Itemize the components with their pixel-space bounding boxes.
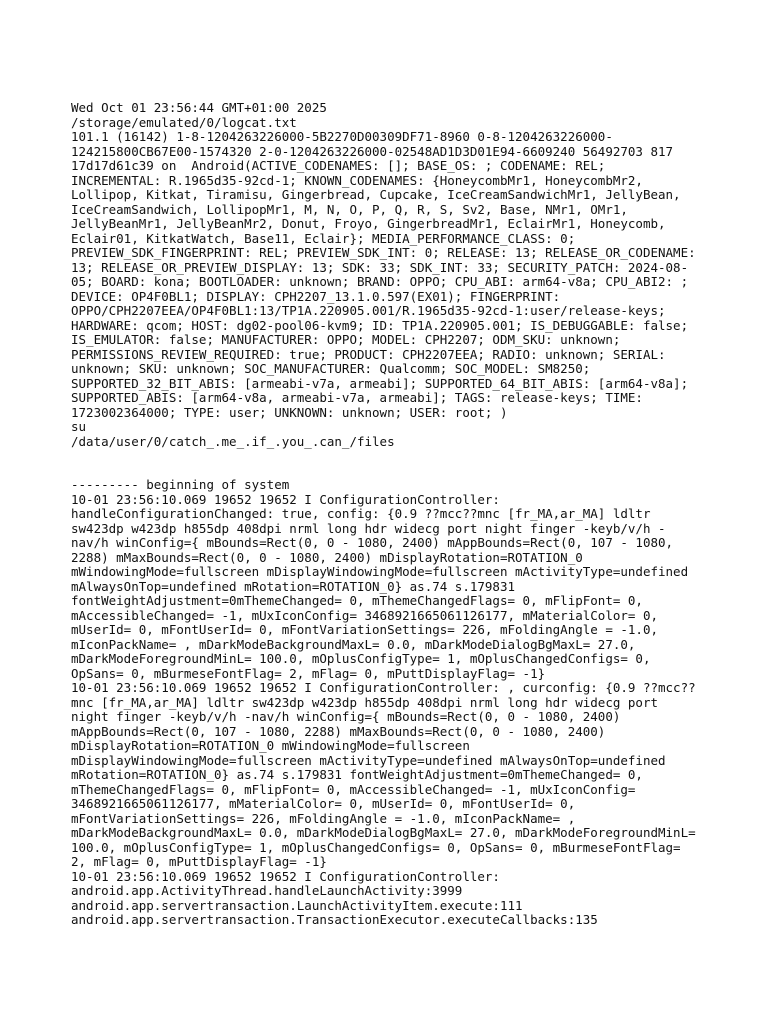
text-line: 10-01 23:56:10.069 19652 19652 I ConfigurationController: , curconfig: {0.9 ??mcc??: [71, 680, 696, 695]
text-line: mRotation=ROTATION_0} as.74 s.179831 fontWeightAdjustment=0mThemeChanged= 0,: [71, 767, 643, 782]
text-line: handleConfigurationChanged: true, config: {0.9 ??mcc??mnc [fr_MA,ar_MA] ldltr: [71, 506, 651, 521]
text-line: DEVICE: OP4F0BL1; DISPLAY: CPH2207_13.1.0.597(EX01); FINGERPRINT:: [71, 288, 561, 304]
text-line: mAccessibleChanged= -1, mUxIconConfig= 3468921665061126177, mMaterialColor= 0,: [71, 607, 658, 623]
logcat-document: [71, 101, 711, 928]
text-line: PREVIEW_SDK_FINGERPRINT: REL; PREVIEW_SDK_INT: 0; RELEASE: 13; RELEASE_OR_CODENAME:: [71, 245, 696, 260]
text-line: android.app.ActivityThread.handleLaunchActivity:3999: [71, 883, 463, 898]
text-line: mFontVariationSettings= 226, mFoldingAngle = -1.0, mIconPackName= ,: [71, 810, 576, 826]
text-line: 2, mFlag= 0, mPuttDisplayFlag= -1}: [71, 854, 327, 869]
text-line: Wed Oct 01 23:56:44 GMT+01:00 2025: [71, 100, 327, 115]
text-line: 10-01 23:56:10.069 19652 19652 I ConfigurationController:: [71, 868, 500, 884]
text-line: mUserId= 0, mFontUserId= 0, mFontVariationSettings= 226, mFoldingAngle = -1.0,: [71, 622, 658, 637]
text-line: sw423dp w423dp h855dp 408dpi nrml long hdr widecg port night finger -keyb/v/h -: [71, 520, 666, 536]
text-line: SUPPORTED_32_BIT_ABIS: [armeabi-v7a, armeabi]; SUPPORTED_64_BIT_ABIS: [arm64-v8a];: [71, 375, 689, 391]
text-line: mDisplayRotation=ROTATION_0 mWindowingMode=fullscreen: [71, 738, 470, 753]
text-line: Lollipop, Kitkat, Tiramisu, Gingerbread, Cupcake, IceCreamSandwichMr1, JellyBean,: [71, 187, 681, 202]
text-line: android.app.servertransaction.LaunchActivityItem.execute:111: [71, 897, 523, 913]
text-line: 13; RELEASE_OR_PREVIEW_DISPLAY: 13; SDK: 33; SDK_INT: 33; SECURITY_PATCH: 2024-08-: [71, 259, 689, 275]
text-line: SUPPORTED_ABIS: [arm64-v8a, armeabi-v7a, armeabi]; TAGS: release-keys; TIME:: [71, 390, 643, 405]
text-line: mDisplayWindowingMode=fullscreen mActivityType=undefined mAlwaysOnTop=undefined: [71, 752, 666, 768]
text-line: /storage/emulated/0/logcat.txt: [71, 114, 297, 130]
text-line: INCREMENTAL: R.1965d35-92cd-1; KNOWN_CODENAMES: {HoneycombMr1, HoneycombMr2,: [71, 172, 643, 188]
text-line: 100.0, mOplusConfigType= 1, mOplusChangedConfigs= 0, OpSans= 0, mBurmeseFontFlag=: [71, 839, 681, 855]
text-line: mDarkModeBackgroundMaxL= 0.0, mDarkModeDialogBgMaxL= 27.0, mDarkModeForegroundMinL=: [71, 825, 696, 840]
text-line: PERMISSIONS_REVIEW_REQUIRED: true; PRODUCT: CPH2207EEA; RADIO: unknown; SERIAL:: [71, 346, 666, 362]
text-line: IS_EMULATOR: false; MANUFACTURER: OPPO; MODEL: CPH2207; ODM_SKU: unknown;: [71, 332, 621, 347]
text-line: fontWeightAdjustment=0mThemeChanged= 0, mThemeChangedFlags= 0, mFlipFont= 0,: [71, 593, 643, 608]
text-line: 2288) mMaxBounds=Rect(0, 0 - 1080, 2400) mDisplayRotation=ROTATION_0: [71, 549, 583, 565]
text-line: unknown; SKU: unknown; SOC_MANUFACTURER: Qualcomm; SOC_MODEL: SM8250;: [71, 361, 591, 376]
text-line: night finger -keyb/v/h -nav/h winConfig={ mBounds=Rect(0, 0 - 1080, 2400): [71, 709, 621, 724]
text-line: 17d17d61c39 on Android(ACTIVE_CODENAMES: []; BASE_OS: ; CODENAME: REL;: [71, 158, 606, 173]
text-line: OPPO/CPH2207EEA/OP4F0BL1:13/TP1A.220905.001/R.1965d35-92cd-1:user/release-keys;: [71, 303, 666, 318]
text-line: mAlwaysOnTop=undefined mRotation=ROTATION_0} as.74 s.179831: [71, 578, 516, 594]
text-line: 1723002364000; TYPE: user; UNKNOWN: unknown; USER: root; ): [71, 404, 508, 420]
text-line: mThemeChangedFlags= 0, mFlipFont= 0, mAccessibleChanged= -1, mUxIconConfig=: [71, 781, 636, 797]
text-line: 10-01 23:56:10.069 19652 19652 I ConfigurationController:: [71, 491, 500, 507]
text-line: mDarkModeForegroundMinL= 100.0, mOplusConfigType= 1, mOplusChangedConfigs= 0,: [71, 651, 651, 666]
text-line: Eclair01, KitkatWatch, Base11, Eclair}; MEDIA_PERFORMANCE_CLASS: 0;: [71, 230, 576, 246]
text-line: mAppBounds=Rect(0, 107 - 1080, 2288) mMaxBounds=Rect(0, 0 - 1080, 2400): [71, 723, 606, 739]
text-line: JellyBeanMr1, JellyBeanMr2, Donut, Froyo, GingerbreadMr1, EclairMr1, Honeycomb,: [71, 216, 666, 231]
text-line: 101.1 (16142) 1-8-1204263226000-5B2270D00309DF71-8960 0-8-1204263226000-: [71, 129, 613, 144]
device-info-block: [71, 101, 711, 449]
text-line: 05; BOARD: kona; BOOTLOADER: unknown; BRAND: OPPO; CPU_ABI: arm64-v8a; CPU_ABI2: ;: [71, 274, 689, 289]
text-line: 124215800CB67E00-1574320 2-0-1204263226000-02548AD1D3D01E94-6609240 56492703 817: [71, 143, 674, 159]
text-line: su: [71, 419, 87, 434]
text-line: mWindowingMode=fullscreen mDisplayWindowingMode=fullscreen mActivityType=undefined: [71, 564, 689, 579]
text-line: OpSans= 0, mBurmeseFontFlag= 2, mFlag= 0, mPuttDisplayFlag= -1}: [71, 665, 546, 681]
text-line: IceCreamSandwich, LollipopMr1, M, N, O, P, Q, R, S, Sv2, Base, NMr1, OMr1,: [71, 201, 628, 217]
text-line: HARDWARE: qcom; HOST: dg02-pool06-kvm9; ID: TP1A.220905.001; IS_DEBUGGABLE: false;: [71, 317, 689, 333]
blank-gap: [71, 449, 711, 478]
text-line: --------- beginning of system: [71, 477, 290, 492]
log-entries-block: [71, 478, 711, 928]
text-line: mnc [fr_MA,ar_MA] ldltr sw423dp w423dp h855dp 408dpi nrml long hdr widecg port: [71, 694, 658, 710]
text-line: 3468921665061126177, mMaterialColor= 0, mUserId= 0, mFontUserId= 0,: [71, 796, 576, 811]
text-line: android.app.servertransaction.TransactionExecutor.executeCallbacks:135: [71, 912, 598, 927]
text-line: /data/user/0/catch_.me_.if_.you_.can_/files: [71, 433, 395, 449]
text-line: mIconPackName= , mDarkModeBackgroundMaxL= 0.0, mDarkModeDialogBgMaxL= 27.0,: [71, 636, 636, 652]
text-line: nav/h winConfig={ mBounds=Rect(0, 0 - 1080, 2400) mAppBounds=Rect(0, 107 - 1080,: [71, 535, 674, 550]
